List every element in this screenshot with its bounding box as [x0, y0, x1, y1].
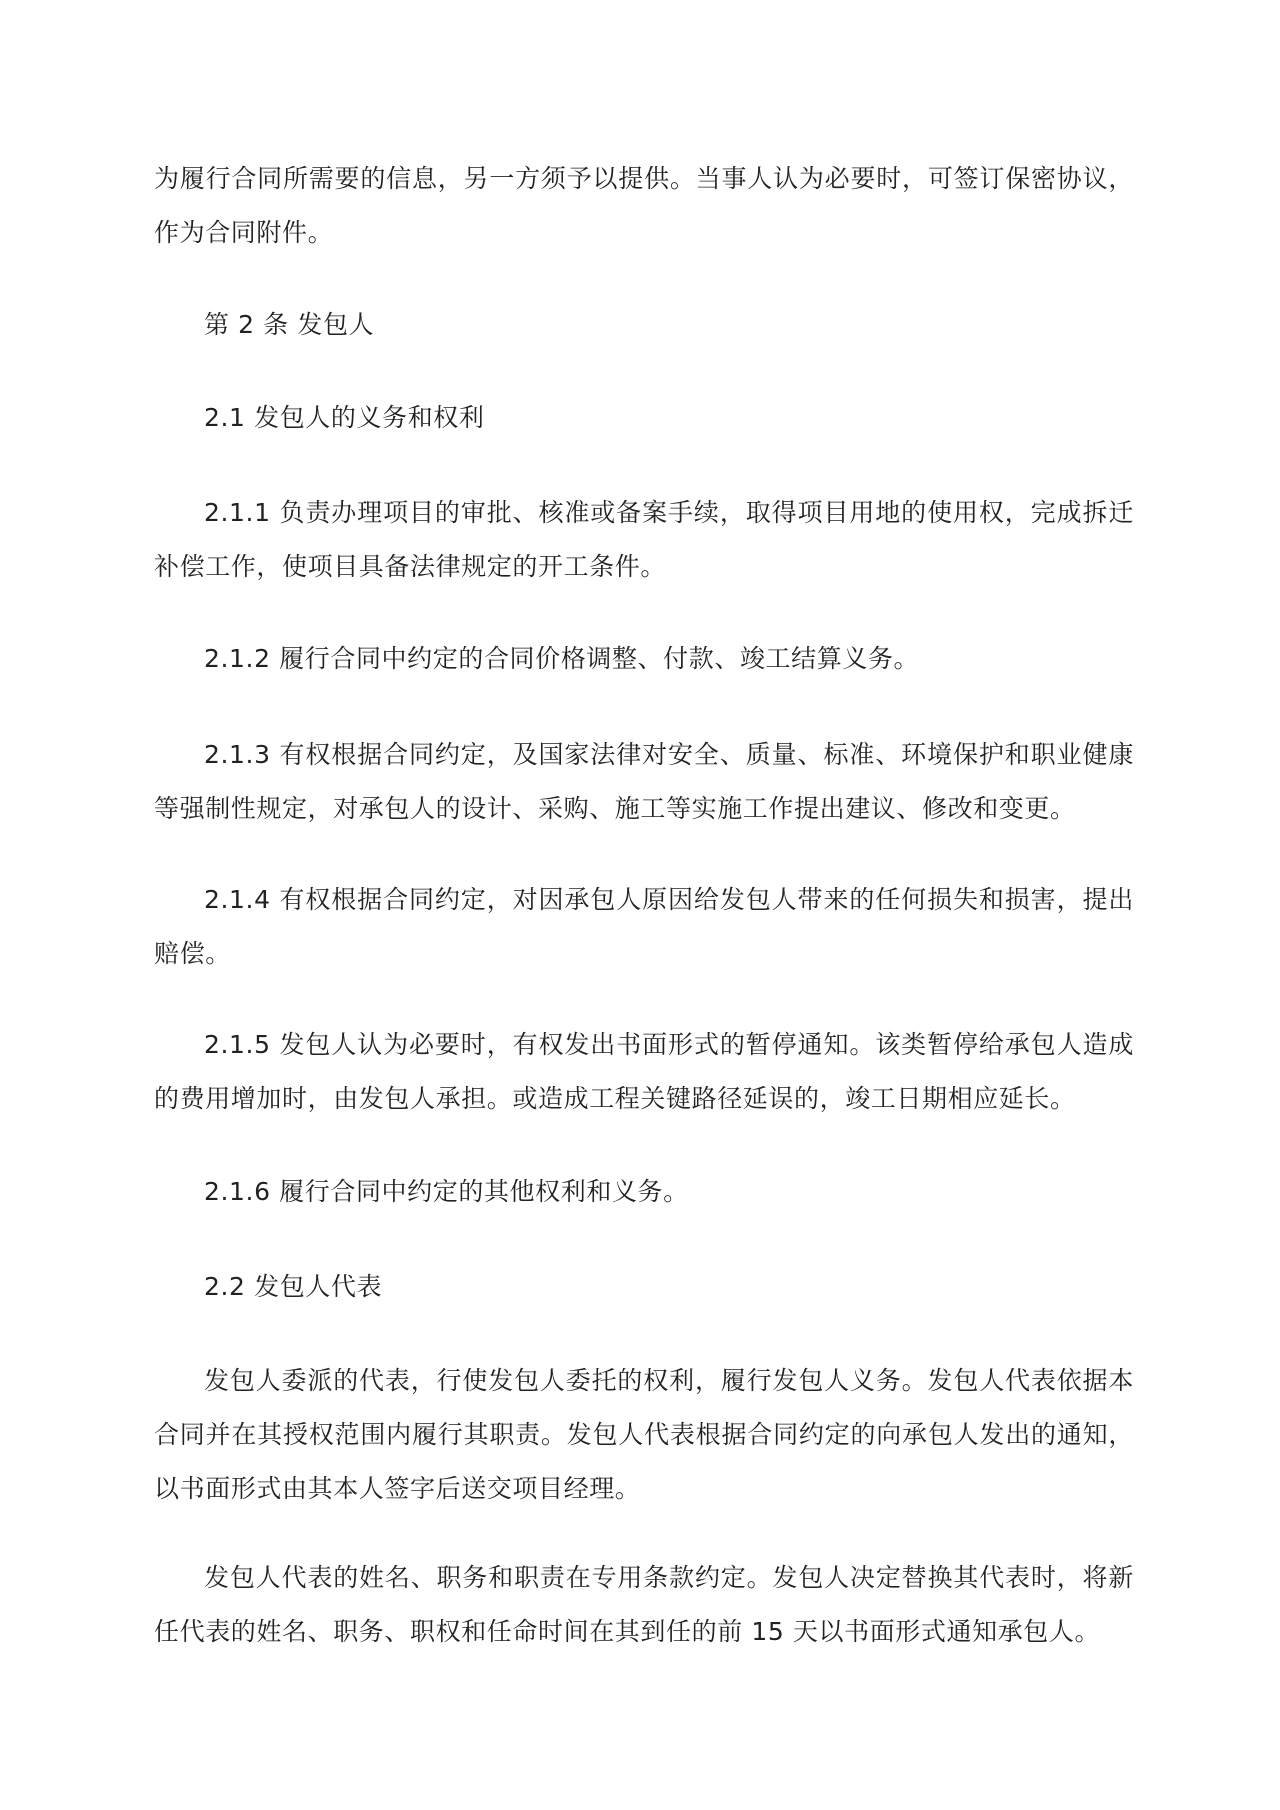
clause-2-1-1: 2.1.1 负责办理项目的审批、核准或备案手续，取得项目用地的使用权，完成拆迁补偿工作，使项目具备法律规定的开工条件。 [154, 498, 1134, 581]
section-heading-2-2: 2.2 发包人代表 [204, 1272, 383, 1301]
clause-2-1-3: 2.1.3 有权根据合同约定，及国家法律对安全、质量、标准、环境保护和职业健康等强制性规定，对承包人的设计、采购、施工等实施工作提出建议、修改和变更。 [154, 740, 1134, 823]
clause-2-1-6: 2.1.6 履行合同中约定的其他权利和义务。 [204, 1177, 689, 1206]
clause-2-1-4: 2.1.4 有权根据合同约定，对因承包人原因给发包人带来的任何损失和损害，提出赔偿。 [154, 885, 1134, 968]
paragraph-confidentiality-continued: 为履行合同所需要的信息，另一方须予以提供。当事人认为必要时，可签订保密协议，作为合同附件。 [154, 164, 1134, 247]
article-heading: 第 2 条 发包人 [204, 310, 375, 339]
clause-2-1-2: 2.1.2 履行合同中约定的合同价格调整、付款、竣工结算义务。 [204, 644, 920, 673]
paragraph-representative-replacement: 发包人代表的姓名、职务和职责在专用条款约定。发包人决定替换其代表时，将新任代表的姓名、职务、职权和任命时间在其到任的前 15 天以书面形式通知承包人。 [154, 1563, 1134, 1646]
section-heading-2-1: 2.1 发包人的义务和权利 [204, 403, 485, 432]
paragraph-representative-duties: 发包人委派的代表，行使发包人委托的权利，履行发包人义务。发包人代表依据本合同并在其授权范围内履行其职责。发包人代表根据合同约定的向承包人发出的通知，以书面形式由其本人签字后送交项目经理。 [154, 1366, 1134, 1503]
clause-2-1-5: 2.1.5 发包人认为必要时，有权发出书面形式的暂停通知。该类暂停给承包人造成的费用增加时，由发包人承担。或造成工程关键路径延误的，竣工日期相应延长。 [154, 1030, 1134, 1113]
